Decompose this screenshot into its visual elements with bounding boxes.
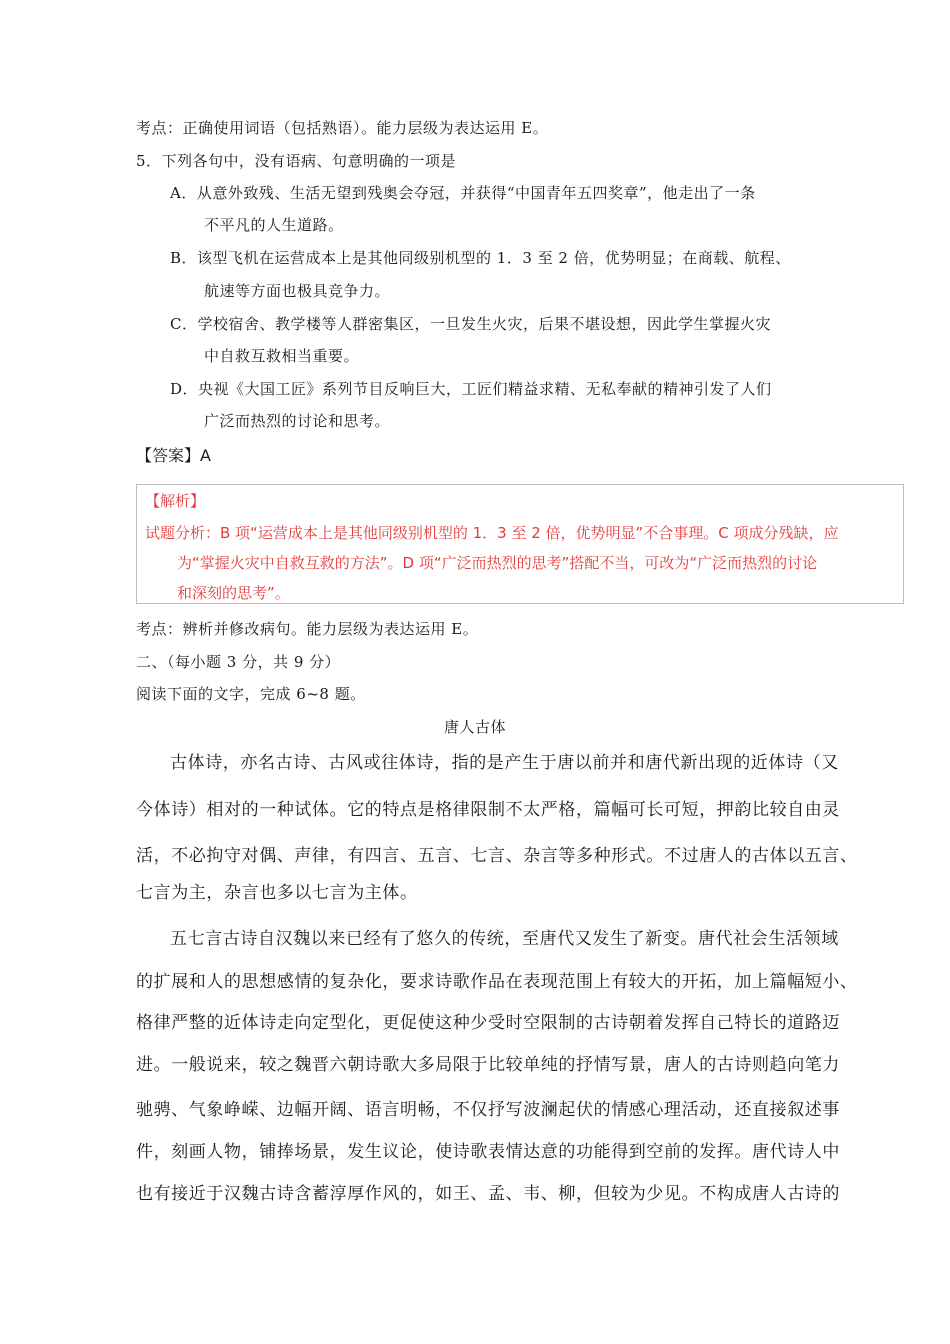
answer-label: 【答案】A xyxy=(136,446,211,465)
passage-line: 的扩展和人的思想感情的复杂化，要求诗歌作品在表现范围上有较大的开拓，加上篇幅短小、 xyxy=(136,972,858,992)
kaodian-note-1: 考点：正确使用词语（包括熟语）。能力层级为表达运用 E。 xyxy=(136,119,549,137)
passage-line: 今体诗）相对的一种试体。它的特点是格律限制不太严格，篇幅可长可短，押韵比较自由灵 xyxy=(136,800,840,820)
passage-line: 也有接近于汉魏古诗含蓄淳厚作风的，如王、孟、韦、柳，但较为少见。不构成唐人古诗的 xyxy=(136,1184,840,1204)
analysis-heading: 【解析】 xyxy=(145,492,206,510)
option-c-line1: C．学校宿舍、教学楼等人群密集区，一旦发生火灾，后果不堪设想，因此学生掌握火灾 xyxy=(170,315,771,333)
option-d-line1: D．央视《大国工匠》系列节目反响巨大，工匠们精益求精、无私奉献的精神引发了人们 xyxy=(170,380,772,398)
question-stem: 5．下列各句中，没有语病、句意明确的一项是 xyxy=(136,152,457,170)
option-b-line2: 航速等方面也极具竞争力。 xyxy=(204,282,391,300)
option-a-line1: A．从意外致残、生活无望到残奥会夺冠，并获得“中国青年五四奖章”，他走出了一条 xyxy=(170,184,756,202)
passage-line: 驰骋、气象峥嵘、边幅开阔、语言明畅，不仅抒写波澜起伏的情感心理活动，还直接叙述事 xyxy=(136,1100,840,1120)
passage-line: 七言为主，杂言也多以七言为主体。 xyxy=(136,883,418,903)
analysis-line-1: 试题分析：B 项“运营成本上是其他同级别机型的 1．3 至 2 倍，优势明显”不合事理。C 项成分残缺，应 xyxy=(145,524,839,542)
reading-instruction: 阅读下面的文字，完成 6~8 题。 xyxy=(136,685,366,703)
option-b-line1: B．该型飞机在运营成本上是其他同级别机型的 1．3 至 2 倍，优势明显；在商载、航程、 xyxy=(170,249,791,267)
passage-line: 活，不必拘守对偶、声律，有四言、五言、七言、杂言等多种形式。不过唐人的古体以五言、 xyxy=(136,846,858,866)
section-heading: 二、（每小题 3 分，共 9 分） xyxy=(136,653,341,671)
passage-line: 格律严整的近体诗走向定型化，更促使这种少受时空限制的古诗朝着发挥自己特长的道路迈 xyxy=(136,1013,840,1033)
kaodian-note-2: 考点：辨析并修改病句。能力层级为表达运用 E。 xyxy=(136,620,479,638)
option-a-line2: 不平凡的人生道路。 xyxy=(204,216,344,234)
passage-line: 古体诗，亦名古诗、古风或往体诗，指的是产生于唐以前并和唐代新出现的近体诗（又 xyxy=(170,753,839,773)
option-c-line2: 中自救互救相当重要。 xyxy=(204,347,360,365)
analysis-line-2: 为“掌握火灾中自救互救的方法”。D 项“广泛而热烈的思考”搭配不当，可改为“广泛而热烈的讨论 xyxy=(177,554,818,572)
passage-line: 进。一般说来，较之魏晋六朝诗歌大多局限于比较单纯的抒情写景，唐人的古诗则趋向笔力 xyxy=(136,1055,840,1075)
passage-line: 件，刻画人物，铺捧场景，发生议论，使诗歌表情达意的功能得到空前的发挥。唐代诗人中 xyxy=(136,1142,840,1162)
option-d-line2: 广泛而热烈的讨论和思考。 xyxy=(204,412,391,430)
analysis-line-3: 和深刻的思考”。 xyxy=(177,584,290,602)
passage-title: 唐人古体 xyxy=(443,718,506,736)
passage-line: 五七言古诗自汉魏以来已经有了悠久的传统，至唐代又发生了新变。唐代社会生活领域 xyxy=(170,929,839,949)
